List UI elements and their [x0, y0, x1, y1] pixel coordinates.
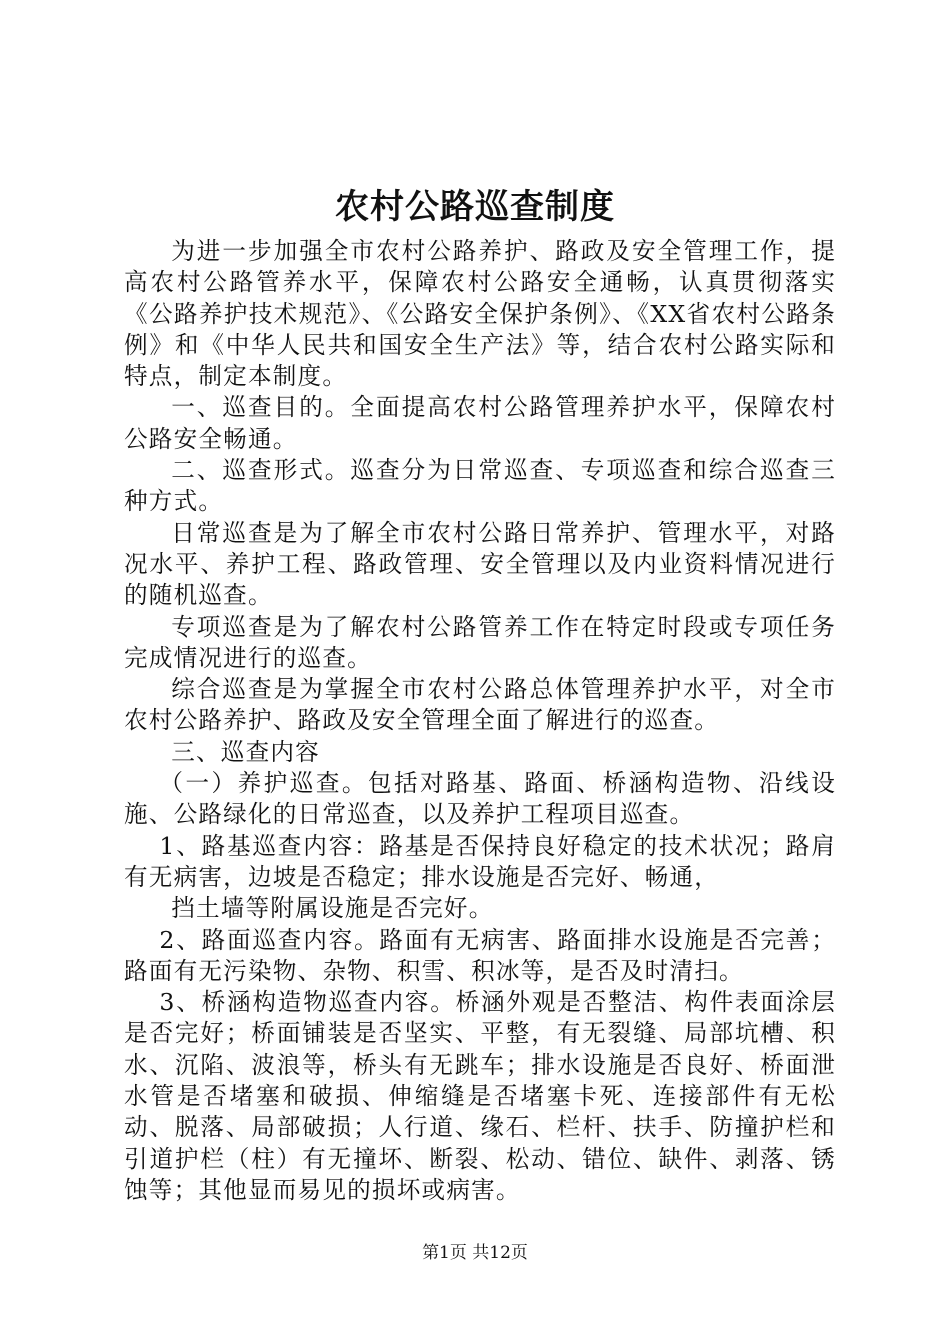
roadbed-inspection-paragraph: 1、路基巡查内容：路基是否保持良好稳定的技术状况；路肩有无病害，边坡是否稳定；排水设施是否完好、畅通， — [124, 831, 836, 891]
bridge-inspection-paragraph: 3、桥涵构造物巡查内容。桥涵外观是否整洁、构件表面涂层是否完好；桥面铺装是否坚实、平整，有无裂缝、局部坑槽、积水、沉陷、波浪等，桥头有无跳车；排水设施是否良好、桥面泄水管是否堵塞和破损、伸缩缝是否堵塞卡死、连接部件有无松动、脱落、局部破损；人行道、缘石、栏杆、扶手、防撞护栏和引道护栏（柱）有无撞坏、断裂、松动、错位、缺件、剥落、锈蚀等；其他显而易见的损坏或病害。 — [124, 988, 836, 1204]
document-title: 农村公路巡查制度 — [335, 187, 615, 227]
section-purpose-paragraph: 一、巡查目的。全面提高农村公路管理养护水平，保障农村公路安全畅通。 — [124, 393, 836, 453]
page-number-footer: 第1页 共12页 — [422, 1243, 528, 1263]
comprehensive-inspection-paragraph: 综合巡查是为掌握全市农村公路总体管理养护水平，对全市农村公路养护、路政及安全管理全面了解进行的巡查。 — [124, 675, 836, 735]
special-inspection-paragraph: 专项巡查是为了解农村公路管养工作在特定时段或专项任务完成情况进行的巡查。 — [124, 612, 836, 672]
daily-inspection-paragraph: 日常巡查是为了解全市农村公路日常养护、管理水平，对路况水平、养护工程、路政管理、安全管理以及内业资料情况进行的随机巡查。 — [124, 518, 836, 610]
intro-paragraph: 为进一步加强全市农村公路养护、路政及安全管理工作，提高农村公路管养水平，保障农村公路安全通畅，认真贯彻落实《公路养护技术规范》、《公路安全保护条例》、《XX省农村公路条例》和《中华人民共和国安全生产法》等，结合农村公路实际和特点，制定本制度。 — [124, 237, 836, 391]
section-form-paragraph: 二、巡查形式。巡查分为日常巡查、专项巡查和综合巡查三种方式。 — [124, 456, 836, 516]
section-content-heading: 三、巡查内容 — [171, 737, 320, 766]
retaining-wall-paragraph: 挡土墙等附属设施是否完好。 — [171, 894, 494, 923]
document-body — [124, 236, 836, 1206]
maintenance-inspection-paragraph: （一）养护巡查。包括对路基、路面、桥涵构造物、沿线设施、公路绿化的日常巡查，以及养护工程项目巡查。 — [124, 769, 836, 829]
pavement-inspection-paragraph: 2、路面巡查内容。路面有无病害、路面排水设施是否完善；路面有无污染物、杂物、积雪、积冰等，是否及时清扫。 — [124, 925, 836, 985]
